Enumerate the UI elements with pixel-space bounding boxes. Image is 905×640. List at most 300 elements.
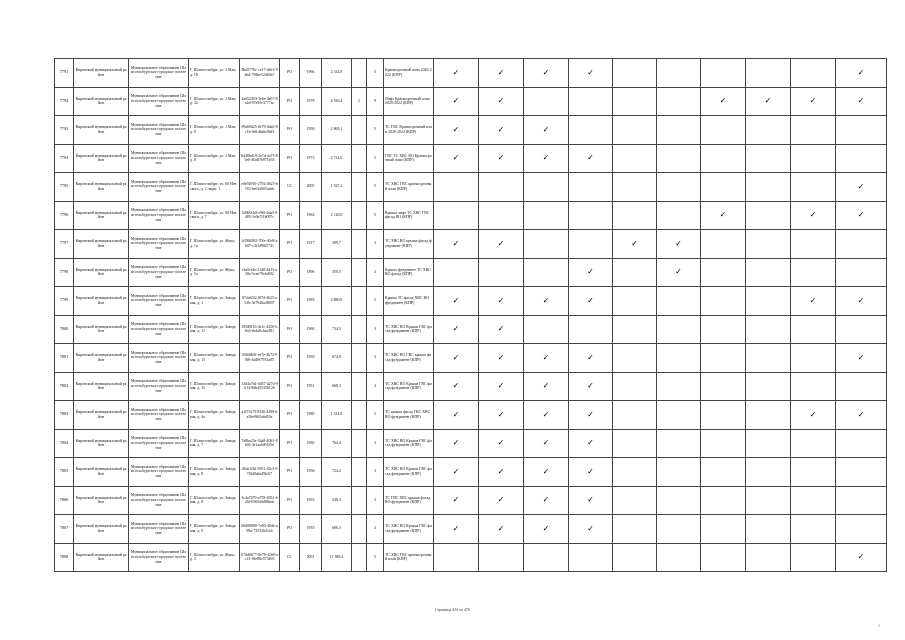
address: Г. Шлиссельбург, ул. 1 Мая, д. 9: [189, 116, 240, 145]
empty-cell: [836, 372, 887, 401]
empty-cell: [657, 173, 701, 202]
check-mark-icon: ✓: [479, 116, 524, 145]
build-year: 2005: [300, 173, 322, 202]
check-mark-icon: ✓: [569, 401, 613, 430]
empty-cell: [524, 315, 569, 344]
empty-cell: [836, 429, 887, 458]
building-type: РО: [280, 458, 300, 487]
building-type: РО: [280, 258, 300, 287]
building-type: СС: [280, 173, 300, 202]
empty-cell: [434, 201, 479, 230]
count-b: 3: [367, 344, 384, 373]
work-notes: ГВС ТС ХВС ВО Краткосрочный план (КПР): [384, 144, 434, 173]
table-row: [55, 59, 887, 88]
empty-cell: [746, 59, 791, 88]
empty-cell: [746, 287, 791, 316]
build-year: 1917: [300, 230, 322, 259]
empty-cell: [569, 87, 613, 116]
owner-name: Муниципальное образование Шлиссельбургское городское поселение: [129, 543, 189, 572]
check-mark-icon: ✓: [434, 230, 479, 259]
empty-cell: [657, 87, 701, 116]
owner-name: Муниципальное образование Шлиссельбургское городское поселение: [129, 401, 189, 430]
empty-cell: [657, 486, 701, 515]
district-name: Кировский муниципальный район: [74, 401, 129, 430]
empty-cell: [701, 230, 746, 259]
empty-cell: [479, 258, 524, 287]
empty-cell: [701, 486, 746, 515]
empty-cell: [613, 87, 657, 116]
build-year: 1960: [300, 315, 322, 344]
fias-code: 13d4a764-4d57-427d-9613-8db45535b126: [240, 372, 280, 401]
owner-name: Муниципальное образование Шлиссельбургское городское поселение: [129, 116, 189, 145]
check-mark-icon: ✓: [569, 258, 613, 287]
build-year: 1958: [300, 116, 322, 145]
table-row: [55, 287, 887, 316]
empty-cell: [613, 543, 657, 572]
build-year: 1959: [300, 344, 322, 373]
empty-cell: [746, 458, 791, 487]
build-year: 1953: [300, 486, 322, 515]
fias-code: 99a69d25-0e79-4da5-8c1b-0d1dba6e9fd3: [240, 116, 280, 145]
page-footer: Страница 434 из 476: [434, 607, 471, 612]
empty-cell: [791, 344, 836, 373]
table-row: [55, 144, 887, 173]
empty-cell: [746, 201, 791, 230]
empty-cell: [613, 287, 657, 316]
empty-cell: [657, 315, 701, 344]
check-mark-icon: ✓: [657, 230, 701, 259]
fias-code: b3566382-70fe-40c8-ab07-c3f1d98f5741: [240, 230, 280, 259]
check-mark-icon: ✓: [524, 458, 569, 487]
address: Г. Шлиссельбург, ул. Заводская, д. 7: [189, 429, 240, 458]
empty-cell: [613, 144, 657, 173]
empty-cell: [613, 173, 657, 202]
empty-cell: [746, 429, 791, 458]
work-notes: ТС крыша фасад ГВС ХВС ВО фундамент (КПР): [384, 401, 434, 430]
count-b: 5: [367, 401, 384, 430]
count-b: 3: [367, 486, 384, 515]
district-name: Кировский муниципальный район: [74, 59, 129, 88]
count-b: 5: [367, 59, 384, 88]
work-notes: Крыша лифт ТС ХВС ГВС фасад ВО (КПР): [384, 201, 434, 230]
check-mark-icon: ✓: [701, 201, 746, 230]
building-type: РО: [280, 372, 300, 401]
table-row: [55, 543, 887, 572]
empty-cell: [613, 486, 657, 515]
check-mark-icon: ✓: [434, 315, 479, 344]
address: Г. Шлиссельбург, ул. 68 Невского, д. 7: [189, 201, 240, 230]
build-year: 1960: [300, 429, 322, 458]
row-number: 7791: [55, 59, 74, 88]
building-type: РО: [280, 144, 300, 173]
check-mark-icon: ✓: [479, 87, 524, 116]
check-mark-icon: ✓: [479, 372, 524, 401]
address: Г. Шлиссельбург, ул. Заводская, д. 8: [189, 458, 240, 487]
count-a: [352, 287, 367, 316]
empty-cell: [434, 173, 479, 202]
count-a: [352, 429, 367, 458]
work-notes: ТС ХВС ВО Крыша ГВС фасад фундамент (КПР): [384, 315, 434, 344]
owner-name: Муниципальное образование Шлиссельбургское городское поселение: [129, 429, 189, 458]
empty-cell: [434, 258, 479, 287]
row-number: 7801: [55, 344, 74, 373]
row-number: 7796: [55, 201, 74, 230]
empty-cell: [836, 116, 887, 145]
address: Г. Шлиссельбург, ул. Заводская, д. 9: [189, 515, 240, 544]
empty-cell: [613, 201, 657, 230]
check-mark-icon: ✓: [836, 201, 887, 230]
count-a: [352, 59, 367, 88]
district-name: Кировский муниципальный район: [74, 116, 129, 145]
empty-cell: [479, 543, 524, 572]
table-row: [55, 173, 887, 202]
check-mark-icon: ✓: [613, 230, 657, 259]
total-area: 686,3: [322, 515, 352, 544]
count-a: [352, 144, 367, 173]
work-notes: ТС ХВС ВО ГВС крыша фасад фундамент (КПР): [384, 344, 434, 373]
fias-code: 5d3b0cb8-e96f-4da5-8485-1e0e7f1b097c: [240, 201, 280, 230]
count-a: [352, 401, 367, 430]
count-b: 5: [367, 201, 384, 230]
empty-cell: [746, 344, 791, 373]
owner-name: Муниципальное образование Шлиссельбургское городское поселение: [129, 515, 189, 544]
build-year: 2001: [300, 543, 322, 572]
fias-code: 07cb6f32-0f7d-4b25-a61b-3e7946a48697: [240, 287, 280, 316]
table-row: [55, 315, 887, 344]
check-mark-icon: ✓: [836, 543, 887, 572]
empty-cell: [836, 515, 887, 544]
count-a: [352, 458, 367, 487]
check-mark-icon: ✓: [836, 59, 887, 88]
empty-cell: [569, 230, 613, 259]
empty-cell: [701, 258, 746, 287]
empty-cell: [569, 173, 613, 202]
count-a: [352, 515, 367, 544]
row-number: 7807: [55, 515, 74, 544]
total-area: 1 314,8: [322, 401, 352, 430]
empty-cell: [791, 116, 836, 145]
empty-cell: [657, 429, 701, 458]
empty-cell: [836, 230, 887, 259]
empty-cell: [791, 458, 836, 487]
registry-table: [54, 58, 887, 572]
empty-cell: [569, 116, 613, 145]
fias-code: 3c4a7470-a758-4051-b2fd-0565d4d86bdc: [240, 486, 280, 515]
check-mark-icon: ✓: [791, 87, 836, 116]
check-mark-icon: ✓: [524, 287, 569, 316]
district-name: Кировский муниципальный район: [74, 87, 129, 116]
empty-cell: [524, 201, 569, 230]
fias-code: 07dd0677-0e79-4268-ac13-38e88e573495: [240, 543, 280, 572]
empty-cell: [701, 144, 746, 173]
empty-cell: [746, 230, 791, 259]
fias-code: 7a8ba23e-34a8-4061-8b0f-3e1aa6d5f35d: [240, 429, 280, 458]
empty-cell: [791, 429, 836, 458]
total-area: 4 880,8: [322, 287, 352, 316]
check-mark-icon: ✓: [479, 401, 524, 430]
empty-cell: [836, 144, 887, 173]
count-b: 3: [367, 230, 384, 259]
empty-cell: [657, 515, 701, 544]
check-mark-icon: ✓: [836, 401, 887, 430]
empty-cell: [657, 543, 701, 572]
empty-cell: [701, 458, 746, 487]
empty-cell: [524, 543, 569, 572]
building-type: РО: [280, 486, 300, 515]
build-year: 1973: [300, 144, 322, 173]
building-type: РО: [280, 315, 300, 344]
check-mark-icon: ✓: [479, 287, 524, 316]
address: Г. Шлиссельбург, ул. Заводская, д. 8: [189, 486, 240, 515]
work-notes: ТС ГВС ХВС крыша фасад ВО фундамент (КПР): [384, 486, 434, 515]
check-mark-icon: ✓: [479, 315, 524, 344]
district-name: Кировский муниципальный район: [74, 173, 129, 202]
check-mark-icon: ✓: [836, 173, 887, 202]
check-mark-icon: ✓: [524, 59, 569, 88]
district-name: Кировский муниципальный район: [74, 372, 129, 401]
empty-cell: [701, 429, 746, 458]
check-mark-icon: ✓: [434, 87, 479, 116]
fias-code: 81849f16-4e1c-4250-b8a5-eb4a6c6ae481: [240, 315, 280, 344]
count-b: 3: [367, 315, 384, 344]
check-mark-icon: ✓: [524, 486, 569, 515]
build-year: 1951: [300, 372, 322, 401]
empty-cell: [701, 173, 746, 202]
count-a: [352, 486, 367, 515]
empty-cell: [791, 486, 836, 515]
total-area: 4 724,6: [322, 144, 352, 173]
row-number: 7797: [55, 230, 74, 259]
empty-cell: [791, 543, 836, 572]
fias-code: a1f57a75-8346-4298-ba56e9f65a6d53e: [240, 401, 280, 430]
check-mark-icon: ✓: [524, 116, 569, 145]
empty-cell: [701, 344, 746, 373]
building-type: РО: [280, 201, 300, 230]
empty-cell: [701, 515, 746, 544]
empty-cell: [613, 515, 657, 544]
check-mark-icon: ✓: [569, 429, 613, 458]
owner-name: Муниципальное образование Шлиссельбургское городское поселение: [129, 59, 189, 88]
check-mark-icon: ✓: [569, 344, 613, 373]
district-name: Кировский муниципальный район: [74, 201, 129, 230]
count-b: 3: [367, 429, 384, 458]
total-area: 674,8: [322, 344, 352, 373]
building-type: РО: [280, 116, 300, 145]
empty-cell: [746, 515, 791, 544]
row-number: 7803: [55, 401, 74, 430]
empty-cell: [746, 372, 791, 401]
table-row: [55, 230, 887, 259]
empty-cell: [613, 372, 657, 401]
fias-code: 6440bd19-2a7d-4a75-85e0-40a87b971633: [240, 144, 280, 173]
owner-name: Муниципальное образование Шлиссельбургское городское поселение: [129, 173, 189, 202]
address: Г. Шлиссельбург, ул. 1 Мая, д. 32: [189, 87, 240, 116]
building-type: РО: [280, 344, 300, 373]
empty-cell: [613, 59, 657, 88]
fias-code: ede92916-2792-4b25-b743-be61a605a4eb: [240, 173, 280, 202]
building-type: РО: [280, 287, 300, 316]
check-mark-icon: ✓: [569, 144, 613, 173]
district-name: Кировский муниципальный район: [74, 344, 129, 373]
registry-sheet: [54, 58, 887, 572]
owner-name: Муниципальное образование Шлиссельбургское городское поселение: [129, 372, 189, 401]
check-mark-icon: ✓: [569, 515, 613, 544]
address: Г. Шлиссельбург, ул. 1 Мая, д. 18: [189, 59, 240, 88]
count-b: 3: [367, 258, 384, 287]
check-mark-icon: ✓: [434, 287, 479, 316]
work-notes: ТС ГВС Краткосрочный план 2020-2022 (КПР): [384, 116, 434, 145]
fias-code: 8bd5776c-ce17-4eb1-9bb4-798ae52469a7: [240, 59, 280, 88]
row-number: 7798: [55, 258, 74, 287]
check-mark-icon: ✓: [524, 515, 569, 544]
row-number: 7806: [55, 486, 74, 515]
count-b: 5: [367, 543, 384, 572]
total-area: 6 536,4: [322, 87, 352, 116]
total-area: 2 120,8: [322, 201, 352, 230]
total-area: 724,2: [322, 458, 352, 487]
check-mark-icon: ✓: [479, 144, 524, 173]
address: Г. Шлиссельбург, ул. 1 Мая, д. 8: [189, 144, 240, 173]
address: Г. Шлиссельбург, ул. Заводская, д. 13: [189, 344, 240, 373]
work-notes: ТС ХВС ВО Крыша ГВС фасад фундамент (КПР): [384, 429, 434, 458]
district-name: Кировский муниципальный район: [74, 515, 129, 544]
fias-code: 39266b9f-ee7e-4b72-98f0-4d49f7931a85: [240, 344, 280, 373]
empty-cell: [613, 116, 657, 145]
owner-name: Муниципальное образование Шлиссельбургское городское поселение: [129, 287, 189, 316]
count-b: 5: [367, 144, 384, 173]
total-area: 548,3: [322, 486, 352, 515]
table-row: [55, 258, 887, 287]
build-year: 1956: [300, 458, 322, 487]
check-mark-icon: ✓: [836, 87, 887, 116]
check-mark-icon: ✓: [479, 486, 524, 515]
address: Г. Шлиссельбург, ул. 68 Невского, д. 2, корп. 1: [189, 173, 240, 202]
row-number: 7800: [55, 315, 74, 344]
owner-name: Муниципальное образование Шлиссельбургское городское поселение: [129, 315, 189, 344]
row-number: 7795: [55, 173, 74, 202]
check-mark-icon: ✓: [434, 372, 479, 401]
total-area: 2 314,8: [322, 59, 352, 88]
table-row: [55, 486, 887, 515]
check-mark-icon: ✓: [434, 59, 479, 88]
fias-code: 4ad52453-3ebe-4a07-8a2d-97e95e3777ac: [240, 87, 280, 116]
district-name: Кировский муниципальный район: [74, 543, 129, 572]
check-mark-icon: ✓: [479, 59, 524, 88]
total-area: 668,3: [322, 372, 352, 401]
address: Г. Шлиссельбург, ул. Заводская, д. 15: [189, 372, 240, 401]
total-area: 1 527,2: [322, 173, 352, 202]
check-mark-icon: ✓: [434, 116, 479, 145]
empty-cell: [569, 315, 613, 344]
count-b: 5: [367, 173, 384, 202]
district-name: Кировский муниципальный район: [74, 429, 129, 458]
work-notes: Краткосрочный план 2020-2022 (КПР): [384, 59, 434, 88]
district-name: Кировский муниципальный район: [74, 287, 129, 316]
row-number: 7805: [55, 458, 74, 487]
row-number: 7799: [55, 287, 74, 316]
empty-cell: [479, 173, 524, 202]
check-mark-icon: ✓: [524, 372, 569, 401]
empty-cell: [613, 315, 657, 344]
total-area: 350,5: [322, 258, 352, 287]
count-a: [352, 344, 367, 373]
fias-code: 60d08880-7e83-40de-a98a-735526d1e4: [240, 515, 280, 544]
empty-cell: [613, 258, 657, 287]
table-row: [55, 201, 887, 230]
address: Г. Шлиссельбург, ул. Заводская, д. 4а: [189, 401, 240, 430]
build-year: 1966: [300, 59, 322, 88]
work-notes: ТС ХВС ГВС краткосрочный план (КПР): [384, 543, 434, 572]
check-mark-icon: ✓: [434, 401, 479, 430]
building-type: РО: [280, 87, 300, 116]
empty-cell: [657, 401, 701, 430]
build-year: 1962: [300, 201, 322, 230]
owner-name: Муниципальное образование Шлиссельбургское городское поселение: [129, 458, 189, 487]
building-type: СС: [280, 543, 300, 572]
build-year: 1978: [300, 87, 322, 116]
empty-cell: [657, 458, 701, 487]
total-area: 2 865,1: [322, 116, 352, 145]
empty-cell: [791, 258, 836, 287]
empty-cell: [746, 401, 791, 430]
empty-cell: [791, 230, 836, 259]
count-b: 9: [367, 87, 384, 116]
empty-cell: [746, 315, 791, 344]
empty-cell: [701, 401, 746, 430]
count-a: [352, 543, 367, 572]
count-a: 2: [352, 87, 367, 116]
check-mark-icon: ✓: [434, 458, 479, 487]
fias-code: d5da1f4d-3951-45c3-970f40a6a49b3f7: [240, 458, 280, 487]
building-type: РО: [280, 401, 300, 430]
count-b: 3: [367, 515, 384, 544]
row-number: 7794: [55, 144, 74, 173]
check-mark-icon: ✓: [657, 258, 701, 287]
address: Г. Шлиссельбург, ул. Жука, д. 1а: [189, 230, 240, 259]
total-area: 764,4: [322, 429, 352, 458]
empty-cell: [479, 201, 524, 230]
total-area: 734,5: [322, 315, 352, 344]
district-name: Кировский муниципальный район: [74, 458, 129, 487]
check-mark-icon: ✓: [569, 458, 613, 487]
empty-cell: [701, 59, 746, 88]
table-row: [55, 116, 887, 145]
check-mark-icon: ✓: [524, 401, 569, 430]
empty-cell: [657, 144, 701, 173]
owner-name: Муниципальное образование Шлиссельбургское городское поселение: [129, 344, 189, 373]
empty-cell: [613, 344, 657, 373]
count-a: [352, 372, 367, 401]
check-mark-icon: ✓: [569, 59, 613, 88]
owner-name: Муниципальное образование Шлиссельбургское городское поселение: [129, 230, 189, 259]
empty-cell: [791, 144, 836, 173]
empty-cell: [791, 59, 836, 88]
corner-mark: 1: [878, 623, 880, 628]
count-a: [352, 230, 367, 259]
table-row: [55, 458, 887, 487]
check-mark-icon: ✓: [836, 287, 887, 316]
check-mark-icon: ✓: [701, 87, 746, 116]
owner-name: Муниципальное образование Шлиссельбургское городское поселение: [129, 144, 189, 173]
total-area: 11 388,4: [322, 543, 352, 572]
empty-cell: [701, 372, 746, 401]
district-name: Кировский муниципальный район: [74, 144, 129, 173]
check-mark-icon: ✓: [479, 515, 524, 544]
build-year: 1955: [300, 515, 322, 544]
address: Г. Шлиссельбург, ул. Заводская, д. 11: [189, 315, 240, 344]
district-name: Кировский муниципальный район: [74, 486, 129, 515]
empty-cell: [613, 429, 657, 458]
